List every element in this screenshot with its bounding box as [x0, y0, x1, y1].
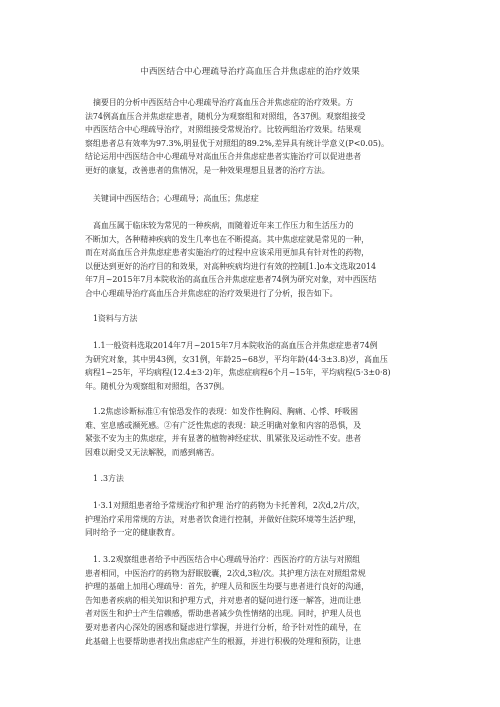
paragraph-line: 更好的康复，改善患者的焦情况，是一种效果理想且显著的治疗方法。: [85, 165, 330, 175]
paragraph-line: 因难以耐受又无法解脱，而感到痛苦。: [85, 447, 220, 457]
paragraph-line: 此基础上也要帮助患者找出焦虑症产生的根源，并进行积极的处理和预防，让患: [85, 636, 362, 646]
paragraph-line: 难、室息感或濒死感。②有广泛性焦虑的表现：缺乏明确对象和内容的恐惧，及: [85, 420, 362, 430]
document-title: 中西医结合中心理疏导治疗高血压合并焦虑症的治疗效果: [140, 67, 360, 77]
paragraph-s1-3-1: [85, 499, 419, 540]
paragraph-line: 为研究对象，其中男43例，女31例，年龄25~68岁，平均年龄(44·3±3.8)岁，高血压: [85, 354, 388, 364]
paragraph-line: 1.2焦虑诊断标准①有惊恐发作的表现：如发作性胸闷、胸痛、心悸、呼吸困: [93, 407, 359, 416]
paragraph-line: 合中心理疏导治疗高血压合并焦虑症的治疗效果进行了分析，报告如下。: [85, 288, 338, 298]
paragraph-line: 法74例高血压合并焦虑症患者，随机分为观察组和对照组，各37例。观察组接受: [85, 111, 366, 121]
paragraph-s1-1: [85, 339, 419, 393]
paragraph-line: 1.1一般资料选取2014年7月~2015年7月本院收治的高血压合并焦虑症患者74例: [93, 341, 378, 350]
paragraph-line: 患者相同，中医治疗的药物为舒眠胶囊，2次d,3粒/次。其护理方法在对照组常规: [85, 568, 366, 578]
paragraph-s1-3-2: [85, 553, 419, 648]
paragraph-line: 不断加大，各种精神疾病的发生几率也在不断提高。其中焦虑症就是常见的一种，: [85, 234, 370, 244]
paragraph-line: 中西医结合中心理疏导治疗，对照组接受常规治疗。比较两组治疗效果。结果观: [85, 125, 362, 135]
paragraph-line: 病程1~25年，平均病程(12.4±3·2)年，焦虑症病程6个月~15年，平均病程(5·3±0·8): [85, 368, 391, 378]
paragraph-abstract: [85, 96, 419, 178]
paragraph-s1-2: [85, 405, 419, 459]
paragraph-s1-3: [85, 472, 419, 486]
paragraph-line: 摘要目的分析中西医结合中心理疏导治疗高血压合并焦虑症的治疗效果。方: [93, 98, 354, 107]
paragraph-line: 护理治疗采用常规的方法，对患者饮食进行控制，并做好住院环境等生活护理，: [85, 514, 362, 524]
paragraph-line: 要对患者内心深处的困惑和疑虑进行掌握，并进行分析，给予针对性的疏导，在: [85, 622, 362, 632]
paragraph-line: 护理的基础上加用心理疏导：首先，护理人员和医生均要与患者进行良好的沟通，: [85, 582, 370, 592]
paragraph-line: 而在对高血压合并焦虑症患者实施治疗的过程中应该采用更加具有针对性的药物，: [85, 248, 370, 258]
paragraph-line: 察组患者总有效率为97.3%,明显优于对照组的89.2%,差异具有统计学意义(P<0.05)。: [85, 138, 389, 148]
paragraph-line: 结论运用中西医结合中心理疏导对高血压合并焦虑症患者实施治疗可以促进患者: [85, 152, 362, 162]
paragraph-line: 高血压属于临床较为常见的一种疾病，而随着近年来工作压力和生活压力的: [93, 221, 354, 230]
paragraph-keywords: [85, 192, 419, 206]
paragraph-line: 1·3.1对照组患者给予常规治疗和护理 治疗的药物为卡托普利，2次d,2片/次，: [93, 501, 365, 510]
paragraph-line: 1. 3.2观察组患者给予中西医结合中心理疏导治疗：西医治疗的方法与对照组: [93, 555, 361, 564]
paragraph-line: 年。随机分为观察组和对照组，各37例。: [85, 381, 230, 391]
paragraph-line: 关键词中西医结合；心理疏导；高血压；焦虑症: [93, 194, 259, 203]
paragraph-line: 紧张不安为主的焦虑症，并有显著的植物神经症状、肌紧张及运动性不安。患者: [85, 434, 362, 444]
paragraph-line: 以便达到更好的治疗目的和效果，对高种疾病均进行有效的控制[1.]o本文选取2014: [85, 261, 377, 271]
paragraph-line: 同时给予一定的健康教育。: [85, 528, 180, 538]
paragraph-line: 者对医生和护士产生信赖感，帮助患者减少负性情绪的出现。同时，护理人员也: [85, 609, 362, 619]
paragraph-line: 1资料与方法: [93, 314, 138, 323]
paragraph-line: 年7月~2015年7月本院收治的高血压合并焦虑症患者74例为研究对象，对中西医结: [85, 275, 377, 285]
paragraph-intro: [85, 219, 419, 301]
paragraph-line: 告知患者疾病的相关知识和护理方式，并对患者的疑问进行逐一解答，进而让患: [85, 595, 362, 605]
paragraph-line: 1 .3方法: [93, 474, 124, 483]
paragraph-s1: [85, 312, 419, 326]
